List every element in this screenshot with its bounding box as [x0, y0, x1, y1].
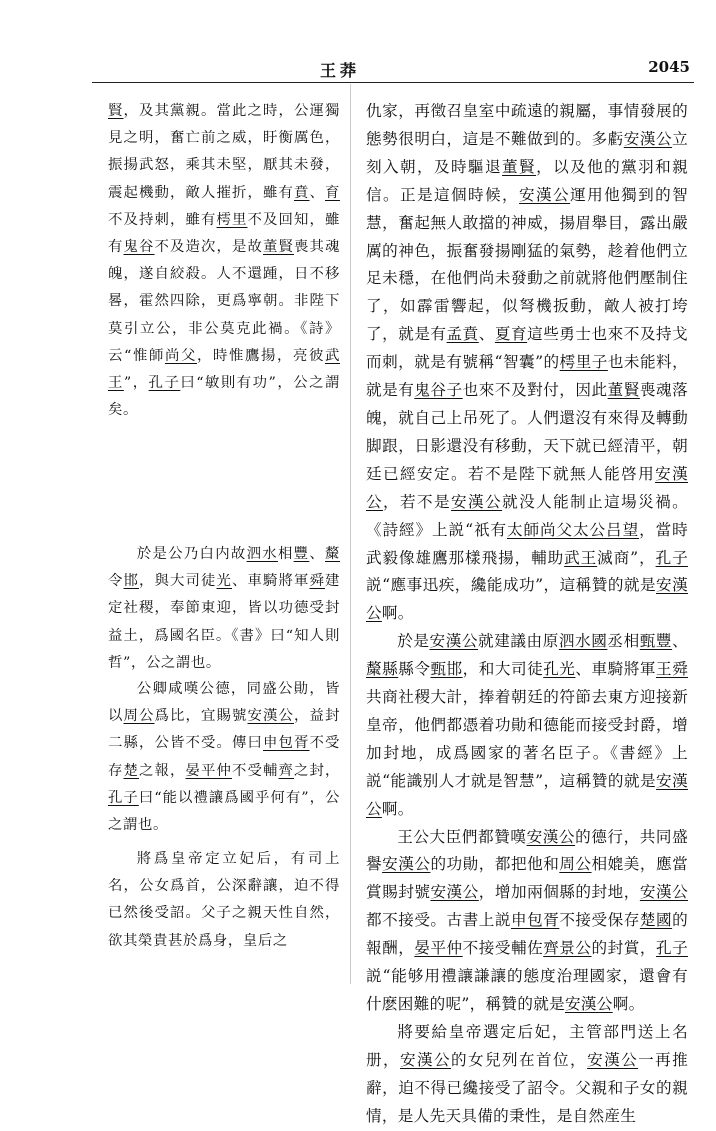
proper-name: 甄邯	[430, 660, 463, 679]
proper-name: 邯	[123, 573, 139, 590]
text-run: 之報，	[139, 762, 186, 779]
text-run: 仇家，再徵召皇室中疏遠的親屬，事情發展的態勢很明白，這是不難做到的。多虧	[366, 102, 688, 148]
original-text-block-2	[108, 541, 340, 677]
proper-name: 董賢	[502, 157, 537, 176]
text-run: 不受輔	[232, 762, 279, 779]
text-run: ，當時武毅像雄鷹那樣飛揚，輔助	[366, 520, 688, 567]
proper-name: 賁	[293, 184, 310, 201]
proper-name: 周公	[123, 708, 155, 725]
column-divider	[350, 84, 351, 984]
proper-name: 太師尚父	[506, 520, 574, 539]
text-run: 啊。	[381, 799, 414, 818]
proper-name: 孔子	[148, 375, 181, 392]
text-run: 啊。	[612, 995, 645, 1013]
proper-name: 申包胥	[510, 911, 560, 930]
text-run: 就建議由原	[478, 632, 559, 651]
proper-name: 安漢公	[587, 1050, 639, 1069]
proper-name: 安漢公	[400, 1050, 452, 1069]
proper-name: 安漢公	[526, 827, 576, 846]
text-run: 丞相	[607, 632, 640, 651]
proper-name: 安漢公	[366, 576, 688, 623]
text-run: 不及回知，雖有	[108, 211, 340, 256]
text-run: 爲比，宜賜號	[154, 708, 248, 725]
text-run: 、	[309, 184, 325, 201]
proper-name: 安漢公	[382, 855, 431, 874]
proper-name: 光	[216, 573, 232, 590]
proper-name: 武王	[108, 347, 341, 392]
proper-name: 夏育	[494, 325, 528, 344]
original-paragraph	[108, 541, 340, 677]
proper-name: 斄	[325, 546, 340, 562]
proper-name: 安漢公	[639, 883, 688, 902]
proper-name: 太公吕望	[573, 520, 640, 539]
text-run: ，及其黨親。當此之時，公運獨見之明，奮亡前之威，盱衡厲色，振揚武怒，乘其未堅，厭其未發，震起機動，敵人摧折，雖有	[108, 103, 340, 201]
text-run: 不及持刺，雖有	[108, 211, 217, 228]
proper-name: 武王	[564, 548, 598, 567]
text-run: 、	[672, 632, 688, 651]
proper-name: 董賢	[607, 381, 640, 400]
proper-name: 孔子	[108, 789, 139, 806]
text-run: 的封賞，	[591, 939, 656, 958]
text-run: 滅商”，	[597, 548, 656, 567]
proper-name: 齊	[278, 762, 294, 779]
text-run: 這些勇士也來不及持戈而刺，就是有號稱“智囊”的	[366, 325, 688, 372]
text-run: 不受存	[108, 735, 340, 779]
text-run: 曰“能以禮讓爲國乎何有”，公之謂也。	[108, 789, 340, 834]
proper-name: 安漢公	[366, 464, 688, 511]
proper-name: 王舜	[655, 660, 688, 679]
text-run: 建定社稷，奉節東迎，皆以功德受封益土，爲國名臣。《書》曰“知人則哲”，公之謂也。	[108, 573, 340, 671]
text-run: ，時惟鷹揚，亮彼	[197, 347, 326, 364]
translation-paragraph	[366, 628, 688, 823]
running-title: 王莽	[319, 61, 360, 80]
proper-name: 周公	[559, 855, 592, 874]
proper-name: 安漢公	[366, 771, 688, 818]
text-run: 説“應事迅疾，纔能成功”，這稱贊的就是	[366, 576, 657, 595]
original-text-block-1	[108, 98, 340, 424]
original-text-block-3	[108, 676, 340, 839]
text-run: 相	[277, 546, 294, 562]
text-run: 縣令	[398, 660, 431, 679]
text-run: 都不接受。古書上説	[366, 911, 511, 930]
text-run: 相媲美，應當賞賜封號	[366, 855, 688, 902]
text-run: 之封，	[294, 762, 340, 779]
proper-name: 豐	[293, 546, 310, 562]
text-run: 、車騎將軍	[231, 573, 310, 590]
proper-name: 舜	[309, 573, 325, 590]
text-run: 不及造次，是故	[154, 239, 263, 256]
text-run: 於是	[397, 632, 430, 651]
text-run: ，和大司徒	[462, 660, 544, 679]
proper-name: 安漢公	[247, 708, 294, 725]
text-run: 於是公乃白内故	[136, 546, 247, 562]
text-run: 説“能够用禮讓謙讓的態度治理國家，還會有什麽困難的呢”，稱贊的就是	[366, 967, 688, 1013]
proper-name: 安漢公	[565, 995, 613, 1013]
proper-name: 董賢	[263, 239, 294, 256]
proper-name: 安漢公	[430, 883, 479, 902]
proper-name: 鬼谷子	[414, 381, 463, 400]
proper-name: 安漢公	[623, 129, 673, 148]
text-run: 、	[309, 546, 325, 562]
translation-paragraph	[366, 98, 688, 628]
proper-name: 斄縣	[366, 660, 399, 679]
proper-name: 樗里	[216, 211, 248, 228]
text-run: 令	[108, 573, 124, 590]
text-run: 就没人能制止這場災禍。《詩經》上説“祇有	[366, 492, 688, 539]
original-paragraph	[108, 846, 340, 955]
original-paragraph	[108, 98, 340, 424]
original-paragraph	[108, 676, 340, 839]
proper-name: 楚	[123, 762, 139, 779]
text-run: 運用他獨到的智慧，奮起無人敢擋的神威，揚眉舉目，露出嚴厲的神色，振奮發揚剛猛的氣勢，趁着他們立足未穩，在他們尚未發動之前就將他們壓制住了，如霹雷響起，似弩機扳動，敵人被打垮了，就是有	[366, 185, 688, 344]
text-run: 的報酬，	[366, 911, 688, 958]
text-run: 的女兒列在首位，	[451, 1050, 588, 1069]
page-number: 2045	[648, 58, 690, 76]
proper-name: 齊景公	[543, 939, 592, 958]
text-run: 曰“敏則有功”，公之謂矣。	[108, 375, 340, 419]
text-run: 、車騎將軍	[575, 660, 656, 679]
proper-name: 晏平仲	[185, 762, 232, 779]
text-run: 也未能料，就是有	[366, 353, 688, 400]
text-run: ，以及他的黨羽和親信。正是這個時候，	[366, 157, 688, 204]
text-run: 、	[478, 325, 495, 344]
proper-name: 樗里子	[559, 353, 608, 372]
text-run: ，增加兩個縣的封地，	[478, 883, 640, 902]
text-run: ”，	[123, 375, 149, 392]
header-rule	[92, 82, 694, 83]
proper-name: 賢	[108, 103, 124, 119]
proper-name: 安漢公	[519, 185, 571, 204]
text-run: 公卿咸嘆公德，同盛公勛，皆以	[108, 681, 340, 725]
translation-paragraph	[366, 824, 688, 1019]
text-run: 喪其魂魄，遂自絞殺。人不還踵，日不移晷，霍然四除，更爲寧朝。非陛下莫引立公，非公莫克此禍。《詩》云“惟師	[108, 239, 340, 364]
proper-name: 鬼谷	[123, 239, 155, 256]
proper-name: 尚父	[164, 347, 197, 364]
proper-name: 申包胥	[263, 735, 310, 752]
text-run: 不接受輔佐	[462, 939, 544, 958]
proper-name: 孔光	[543, 660, 576, 679]
text-run: 共商社稷大計，捧着朝廷的符節去東方迎接新皇帝，他們都憑着功勛和德能而接受封爵，增加封地，成爲國家的著名臣子。《書經》上説“能識别人才就是智慧”，這稱贊的就是	[366, 688, 688, 790]
original-text-block-4	[108, 846, 340, 955]
text-run: 將爲皇帝定立妃后，有司上名，公女爲首，公深辭讓，迫不得已然後受詔。父子之親天性自然，欲其榮貴甚於爲身，皇后之	[108, 851, 340, 949]
text-run: 王公大臣們都贊嘆	[397, 827, 527, 846]
text-run: 也來不及對付，因此	[462, 381, 608, 400]
proper-name: 育	[324, 184, 340, 201]
proper-name: 晏平仲	[414, 939, 463, 958]
translation-paragraph	[366, 1019, 688, 1131]
text-run: 的功勛，都把他和	[430, 855, 560, 874]
proper-name: 泗水	[246, 546, 278, 562]
page-header	[0, 0, 716, 92]
text-run: 立刻入朝，及時驅退	[366, 129, 688, 176]
text-run: 啊。	[381, 604, 414, 623]
proper-name: 楚國	[639, 911, 673, 930]
text-run: 的德行，共同盛譽	[366, 827, 688, 874]
text-run: 喪魂落魄，就自己上吊死了。人們還沒有來得及轉動脚跟，日影還没有移動，天下就已經清平，朝廷已經安定。若不是陛下就無人能啓用	[366, 381, 688, 483]
proper-name: 泗水國	[558, 632, 608, 651]
proper-name: 安漢公	[451, 492, 503, 511]
translation-column	[366, 98, 688, 1131]
text-run: ，與大司徒	[139, 573, 217, 590]
text-run: 將要給皇帝選定后妃，主管部門送上名册，	[366, 1022, 688, 1069]
text-run: 一再推辭，迫不得已纔接受了詔令。父親和子女的親情，是人先天具備的秉性，是自然産生	[366, 1050, 688, 1125]
proper-name: 安漢公	[429, 632, 479, 651]
proper-name: 孔子	[655, 548, 688, 567]
proper-name: 孟賁	[446, 325, 479, 344]
text-run: ，若不是	[383, 492, 452, 511]
proper-name: 甄豐	[639, 632, 673, 651]
proper-name: 孔子	[655, 939, 688, 958]
text-run: 不接受保存	[559, 911, 640, 930]
text-run: ，益封二縣，公皆不受。傳曰	[108, 708, 340, 752]
